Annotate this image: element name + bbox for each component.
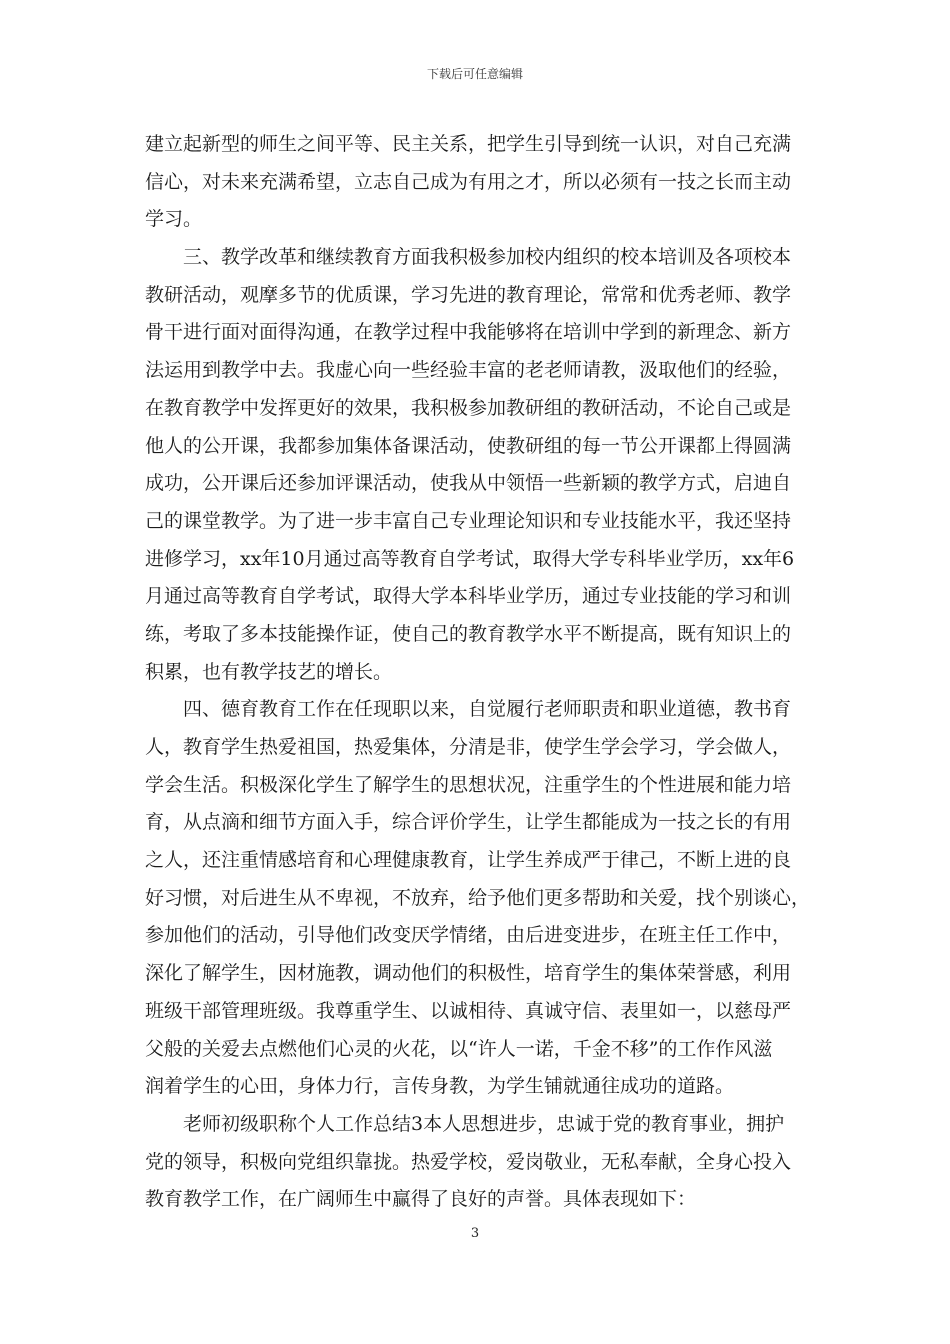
text-line: 己的课堂教学。为了进一步丰富自己专业理论知识和专业技能水平，我还坚持 — [145, 509, 792, 532]
text-line: 法运用到教学中去。我虚心向一些经验丰富的老老师请教，汲取他们的经验， — [145, 359, 792, 382]
text-line: 信心，对未来充满希望，立志自己成为有用之才，所以必须有一技之长而主动 — [145, 170, 792, 193]
paragraph-first-line: 三、教学改革和继续教育方面我积极参加校内组织的校本培训及各项校本 — [183, 246, 792, 269]
text-line: 骨干进行面对面得沟通，在教学过程中我能够将在培训中学到的新理念、新方 — [145, 321, 792, 344]
text-line: 党的领导，积极向党组织靠拢。热爱学校，爱岗敬业，无私奉献，全身心投入 — [145, 1150, 792, 1173]
text-line: 之人，还注重情感培育和心理健康教育，让学生养成严于律己，不断上进的良 — [145, 849, 792, 872]
text-line: 月通过高等教育自学考试，取得大学本科毕业学历，通过专业技能的学习和训 — [145, 585, 792, 608]
paragraph-first-line: 四、德育教育工作在任现职以来，自觉履行老师职责和职业道德，教书育 — [183, 698, 792, 721]
paragraph-first-line: 老师初级职称个人工作总结3本人思想进步，忠诚于党的教育事业，拥护 — [183, 1112, 785, 1135]
text-line: 班级干部管理班级。我尊重学生、以诚相待、真诚守信、表里如一，以慈母严 — [145, 999, 792, 1022]
text-line: 建立起新型的师生之间平等、民主关系，把学生引导到统一认识，对自己充满 — [145, 133, 792, 155]
text-line: 教研活动，观摩多节的优质课，学习先进的教育理论，常常和优秀老师、教学 — [145, 283, 792, 306]
text-line: 育，从点滴和细节方面入手，综合评价学生，让学生都能成为一技之长的有用 — [145, 811, 792, 834]
text-line: 练，考取了多本技能操作证，使自己的教育教学水平不断提高，既有知识上的 — [145, 622, 792, 645]
text-line: 在教育教学中发挥更好的效果，我积极参加教研组的教研活动，不论自己或是 — [145, 396, 792, 419]
document-body — [145, 126, 810, 1219]
page-header: 下载后可任意编辑 — [426, 67, 523, 81]
page-number: 3 — [470, 1226, 480, 1241]
text-line: 父般的关爱去点燃他们心灵的火花，以“许人一诺，千金不移”的工作作风滋 — [145, 1037, 773, 1060]
text-line: 人，教育学生热爱祖国，热爱集体，分清是非，使学生学会学习，学会做人， — [145, 736, 792, 758]
text-line: 成功，公开课后还参加评课活动，使我从中领悟一些新颖的教学方式，启迪自 — [145, 472, 792, 495]
text-line: 参加他们的活动，引导他们改变厌学情绪，由后进变进步，在班主任工作中， — [145, 924, 792, 947]
text-line: 学会生活。积极深化学生了解学生的思想状况，注重学生的个性进展和能力培 — [145, 773, 792, 796]
text-line: 润着学生的心田，身体力行，言传身教，为学生铺就通往成功的道路。 — [145, 1075, 735, 1098]
text-line: 进修学习，xx年10月通过高等教育自学考试，取得大学专科毕业学历，xx年6 — [145, 547, 795, 570]
text-line: 他人的公开课，我都参加集体备课活动，使教研组的每一节公开课都上得圆满 — [145, 434, 792, 457]
text-line: 积累，也有教学技艺的增长。 — [145, 660, 393, 683]
text-line: 好习惯，对后进生从不卑视，不放弃，给予他们更多帮助和关爱，找个别谈心， — [145, 886, 811, 909]
text-line: 深化了解学生，因材施教，调动他们的积极性，培育学生的集体荣誉感，利用 — [145, 962, 792, 985]
text-line: 教育教学工作，在广阔师生中赢得了良好的声誉。具体表现如下： — [145, 1188, 697, 1211]
text-line: 学习。 — [145, 208, 203, 231]
